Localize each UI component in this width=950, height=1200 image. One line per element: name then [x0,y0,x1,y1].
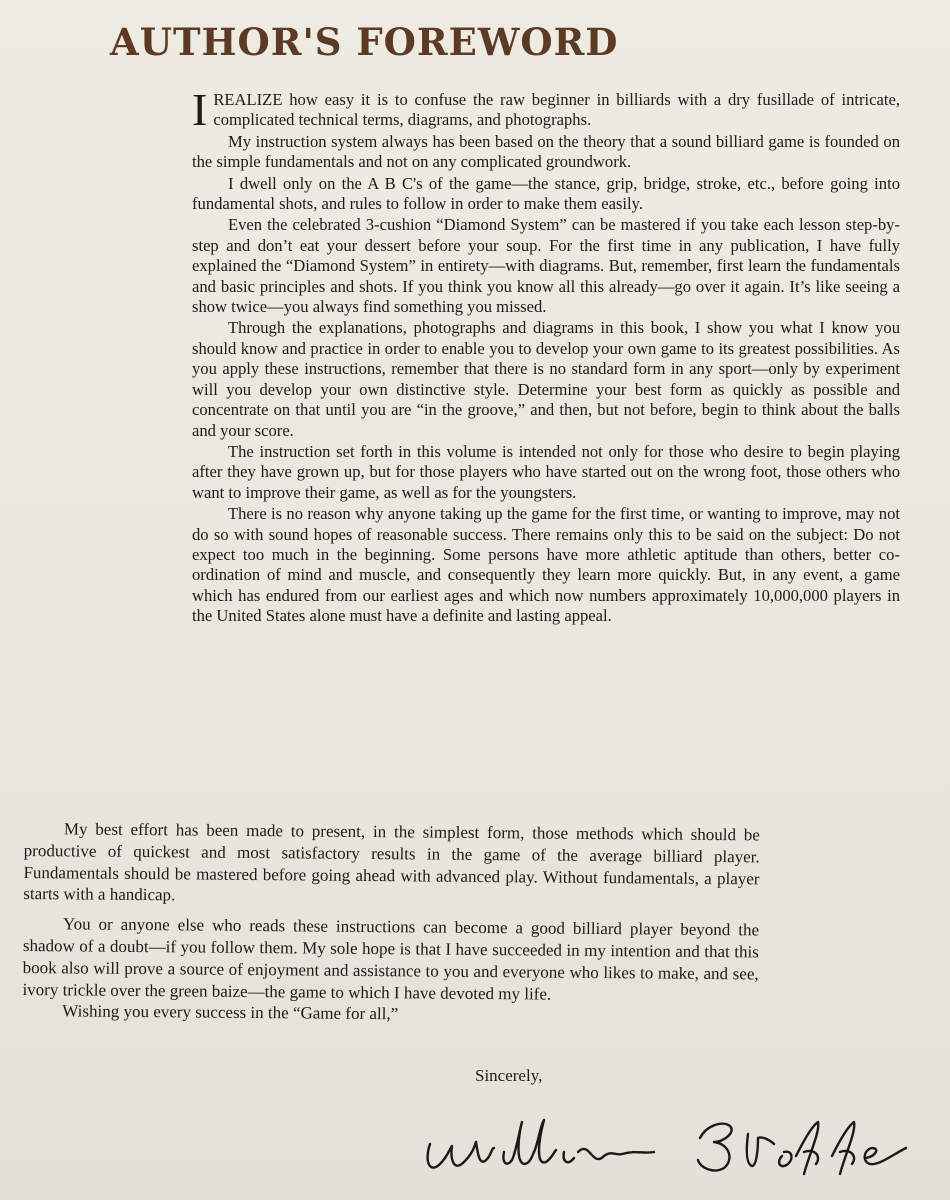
paragraph: I dwell only on the A B C's of the game—the stance, grip, bridge, stroke, etc., before going into fundamental shots, and rules to follow in order to make them easily. [192,173,900,214]
sign-off: Sincerely, [475,1066,543,1085]
foreword-body [192,84,900,628]
paragraph: There is no reason why anyone taking up the game for the first time, or wanting to improve, may not do so with sound hopes of reasonable success. There remains only this to be said on the subject: Do not expect too much in the beginning. Some persons have more athletic aptitude than others, better co-ordination of mind and muscle, and consequently they learn more quickly. But, in any event, a game which has endured from our earliest ages and which now numbers approximately 10,000,000 players in the United States alone must have a definite and lasting appeal. [192,504,900,626]
paragraph: Through the explanations, photographs and diagrams in this book, I show you what I know you should know and practice in order to enable you to develop your own game to its greatest possibilities. As you apply these instructions, remember that there is no standard form in any sport—only by experiment will you develop your own distinctive style. Determine your best form as quickly as possible and concentrate on that until you are “in the groove,” and then, but not before, begin to think about the balls and your score. [192,318,900,440]
paragraph: Even the celebrated 3-cushion “Diamond System” can be mastered if you take each lesson step-by-step and don’t eat your dessert before your soup. For the first time in any publication, I have fully explained the “Diamond System” in entirety—with diagrams. But, remember, first learn the fundamentals and basic principles and shots. If you think you know all this already—go over it again. It’s like seeing a show twice—you always find something you missed. [192,215,900,317]
intro-paragraph [192,84,900,135]
closing-paragraph: You or anyone else who reads these instructions can become a good billiard player beyond the shadow of a doubt—if you follow them. My sole hope is that I have succeeded in my intention and that this book also will prove a source of enjoyment and assistance to you and everyone who likes to make, and see, ivory trickle over the green baize—the game to which I have devoted my life. [22,914,760,1004]
intro-text: how easy it is to confuse the raw beginner in billiards with a dry fusillade of intricate, complicated technical terms, diagrams, and photographs. [213,90,900,130]
closing-wish: Wishing you every success in the “Game for all,” [62,1001,399,1024]
paragraph: My instruction system always has been based on the theory that a sound billiard game is founded on the simple fundamentals and not on any complicated groundwork. [192,131,900,172]
closing-paragraph: My best effort has been made to present, in the simplest form, those methods which should be productive of quickest and most satisfactory results in the game of the average billiard player. Fundamentals should be mastered before going ahead with advanced play. Without fundamentals, a player starts with a handicap. [23,819,760,905]
paragraph: The instruction set forth in this volume is intended not only for those who desire to begin playing after they have grown up, but for those players who have started out on the wrong foot, those others who want to improve their game, as well as for the youngsters. [192,441,900,502]
intro-first-word: REALIZE [213,90,283,109]
drop-cap: I [192,84,208,135]
closing-section [22,818,760,1037]
signature-image [418,1112,918,1182]
page-title: AUTHOR'S FOREWORD [110,20,619,64]
